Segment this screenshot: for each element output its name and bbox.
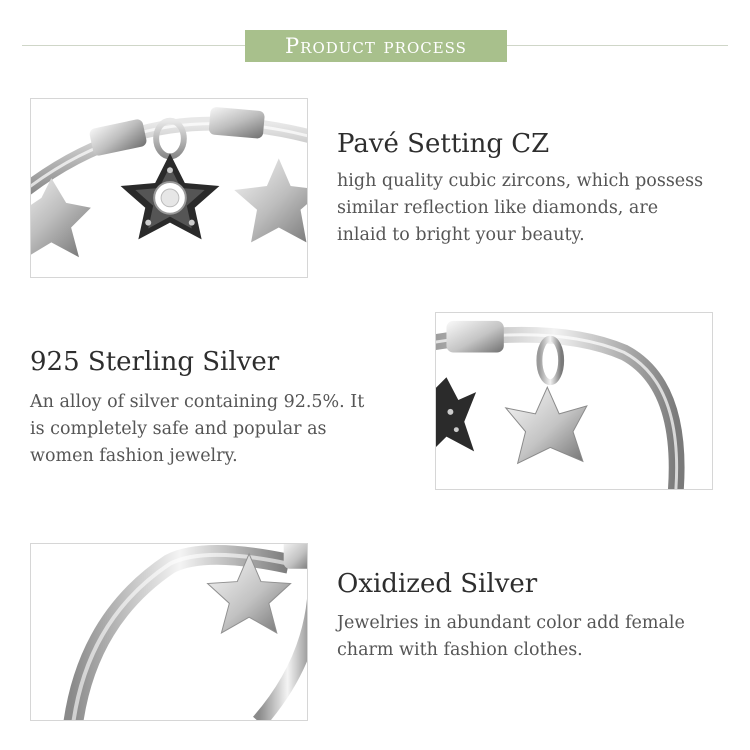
description-line: inlaid to bright your beauty. — [337, 225, 585, 245]
feature-description-oxidized — [337, 610, 685, 664]
feature-description-sterling — [30, 389, 364, 470]
description-line: Jewelries in abundant color add female — [337, 613, 685, 633]
header-divider-left — [22, 45, 245, 46]
product-photo-cz-setting — [30, 98, 308, 278]
description-line: charm with fashion clothes. — [337, 640, 583, 660]
description-line: An alloy of silver containing 92.5%. It — [30, 392, 365, 412]
header-divider-right — [507, 45, 728, 46]
product-photo-oxidized — [30, 543, 308, 721]
product-photo-sterling — [435, 312, 713, 490]
ring-cz-closeup-icon — [31, 99, 307, 277]
section-banner: Product process — [245, 30, 507, 62]
description-line: women fashion jewelry. — [30, 446, 238, 466]
feature-title-sterling: 925 Sterling Silver — [30, 347, 280, 377]
description-line: similar reflection like diamonds, are — [337, 198, 659, 218]
description-line: is completely safe and popular as — [30, 419, 327, 439]
feature-title-oxidized: Oxidized Silver — [337, 569, 538, 599]
feature-title-cz: Pavé Setting CZ — [337, 129, 550, 159]
ring-band-star-icon — [31, 544, 307, 720]
description-line: high quality cubic zircons, which possess — [337, 171, 704, 191]
ring-star-charm-icon — [436, 313, 712, 489]
feature-description-cz — [337, 168, 703, 249]
